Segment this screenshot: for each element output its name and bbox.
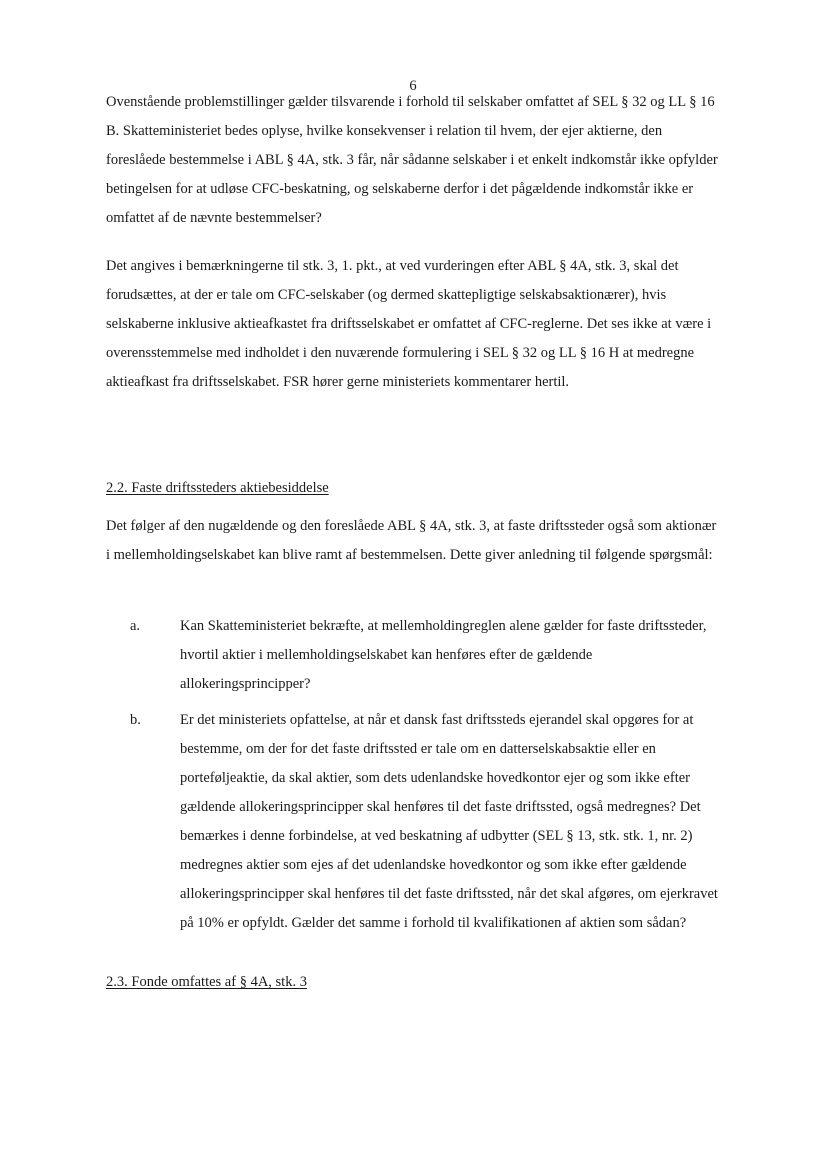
list-text-a: Kan Skatteministeriet bekræfte, at mellemholdingreglen alene gælder for faste driftssteder, hvortil aktier i mellemholdingselskabet kan henføres efter de gældende allokeringsprincipper? (180, 618, 707, 692)
paragraph-section-2-2-intro: Det følger af den nugældende og den foreslåede ABL § 4A, stk. 3, at faste driftssteder også som aktionær i mellemholdingselskabet kan blive ramt af bestemmelsen. Dette giver anledning til følgende spørgsmål: (106, 518, 717, 563)
section-heading-2-2: 2.2. Faste driftssteders aktiebesiddelse (106, 480, 329, 496)
section-heading-2-3: 2.3. Fonde omfattes af § 4A, stk. 3 (106, 974, 307, 990)
page-number: 6 (409, 78, 417, 94)
list-marker-a: a. (130, 618, 141, 634)
list-item-a (106, 612, 722, 699)
paragraph-cfc-remarks: Det angives i bemærkningerne til stk. 3, 1. pkt., at ved vurderingen efter ABL § 4A, stk. 3, skal det forudsættes, at der er tale om CFC-selskaber (og dermed skattepligtige selskabsaktionærer), hvis selskaberne inklusive aktieafkastet fra driftsselskabet er omfattet af CFC-reglerne. Det ses ikke at være i overensstemmelse med indholdet i den nuværende formulering i SEL § 32 og LL § 16 H at medregne aktieafkast fra driftsselskabet. FSR hører gerne ministeriets kommentarer hertil. (106, 258, 712, 390)
list-item-b (106, 706, 722, 938)
list-marker-b: b. (130, 712, 141, 728)
list-text-b: Er det ministeriets opfattelse, at når et dansk fast driftssteds ejerandel skal opgøres for at bestemme, om der for det faste driftssted er tale om en datterselskabsaktie eller en porteføljeaktie, da skal aktier, som dets udenlandske hovedkontor ejer og som ikke efter gældende allokeringsprincipper skal henføres til det faste driftssted, også medregnes? Det bemærkes i denne forbindelse, at ved beskatning af udbytter (SEL § 13, stk. stk. 1, nr. 2) medregnes aktier som ejes af det udenlandske hovedkontor og som ikke efter gældende allokeringsprincipper skal henføres til det faste driftssted, når det skal afgøres, om ejerkravet på 10% er opfyldt. Gælder det samme i forhold til kvalifikationen af aktien som sådan? (180, 712, 718, 931)
paragraph-cfc-consequences: Ovenstående problemstillinger gælder tilsvarende i forhold til selskaber omfattet af SEL § 32 og LL § 16 B. Skatteministeriet bedes oplyse, hvilke konsekvenser i relation til hvem, der ejer aktierne, den foreslåede bestemmelse i ABL § 4A, stk. 3 får, når sådanne selskaber i et enkelt indkomstår ikke opfylder betingelsen for at udløse CFC-beskatning, og selskaberne derfor i det pågældende indkomstår ikke er omfattet af de nævnte bestemmelser? (106, 94, 718, 226)
